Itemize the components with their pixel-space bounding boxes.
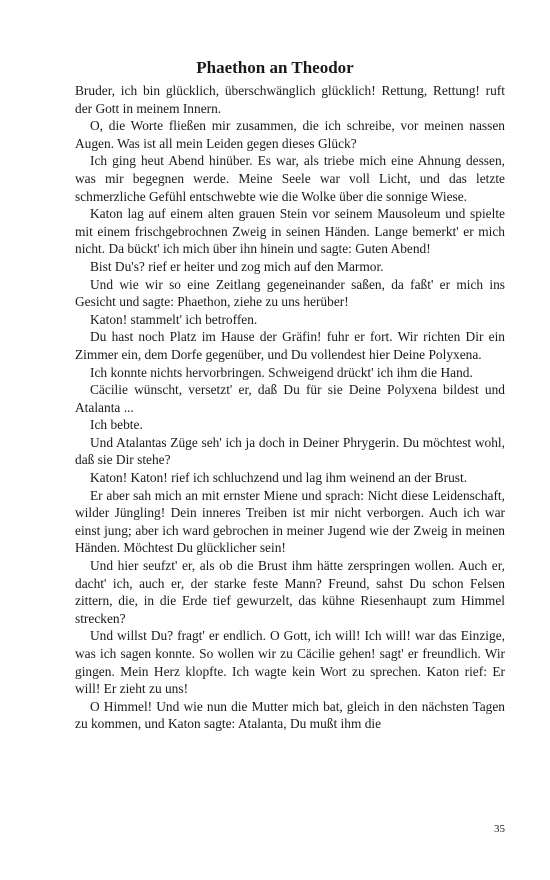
paragraph: Katon! stammelt' ich betroffen. [90,311,258,327]
paragraph: Ich ging heut Abend hinüber. Es war, als triebe mich eine Ahnung dessen, was mir begegnen werde. Meine Seele war voll Licht, und das letzte schmerzliche Gefühl entschwebte wie die Wolke über die sonnige Wiese. [75,153,505,204]
chapter-title: Phaethon an Theodor [196,58,354,77]
paragraph: Ich bebte. [90,417,143,433]
page-number: 35 [494,823,505,835]
body-text [75,82,505,733]
paragraph: Er aber sah mich an mit ernster Miene und sprach: Nicht diese Leidenschaft, wilder Jüngling! Dein inneres Treiben ist mir nicht verborgen. Auch ich war einst jung; aber ich ward gebrochen in meiner Jugend wie der Zweig in meinen Händen. Möchtest Du glücklicher sein! [75,487,505,556]
paragraph: Bruder, ich bin glücklich, überschwänglich glücklich! Rettung, Rettung! ruft der Gott in meinem Innern. [75,83,505,116]
paragraph: Und wie wir so eine Zeitlang gegeneinander saßen, da faßt' er mich ins Gesicht und sagte: Phaethon, ziehe zu uns herüber! [75,276,505,310]
paragraph: Und hier seufzt' er, als ob die Brust ihm hätte zerspringen wollen. Auch er, dacht' ich, auch er, der starke feste Mann? Freund, sahst Du schon Felsen zittern, die, in die Erde tief gewurzelt, das kühne Riesenhaupt zum Himmel strecken? [75,558,505,626]
paragraph: Und Atalantas Züge seh' ich ja doch in Deiner Phrygerin. Du möchtest wohl, daß sie Dir stehe? [75,434,505,468]
paragraph: O, die Worte fließen mir zusammen, die ich schreibe, vor meinen nassen Augen. Was ist all mein Leiden gegen dieses Glück? [75,118,505,151]
paragraph: Katon lag auf einem alten grauen Stein vor seinem Mausoleum und spielte mit einem frischgebrochnen Zweig in seinen Händen. Lange bemerkt' er mich nicht. Da bückt' ich mich über ihn hinein und sagte: Guten Abend! [75,206,505,257]
paragraph: Und willst Du? fragt' er endlich. O Gott, ich will! Ich will! war das Einzige, was ich sagen konnte. So wollen wir zu Cäcilie gehen! sagt' er freundlich. Wir gingen. Mein Herz klopfte. Ich wagte kein Wort zu sprechen. Katon rief: Er will! Er zieht zu uns! [75,628,505,697]
paragraph: Bist Du's? rief er heiter und zog mich auf den Marmor. [90,258,384,274]
paragraph: Du hast noch Platz im Hause der Gräfin! fuhr er fort. Wir richten Dir ein Zimmer ein, dem Dorfe gegenüber, und Du vollendest hier Deine Polyxena. [75,329,505,362]
paragraph: O Himmel! Und wie nun die Mutter mich bat, gleich in den nächsten Tagen zu kommen, und Katon sagte: Atalanta, Du mußt ihm die [75,698,505,732]
paragraph: Cäcilie wünscht, versetzt' er, daß Du für sie Deine Polyxena bildest und Atalanta ... [75,382,505,415]
paragraph: Ich konnte nichts hervorbringen. Schweigend drückt' ich ihm die Hand. [90,364,473,380]
paragraph: Katon! Katon! rief ich schluchzend und lag ihm weinend an der Brust. [90,470,468,486]
